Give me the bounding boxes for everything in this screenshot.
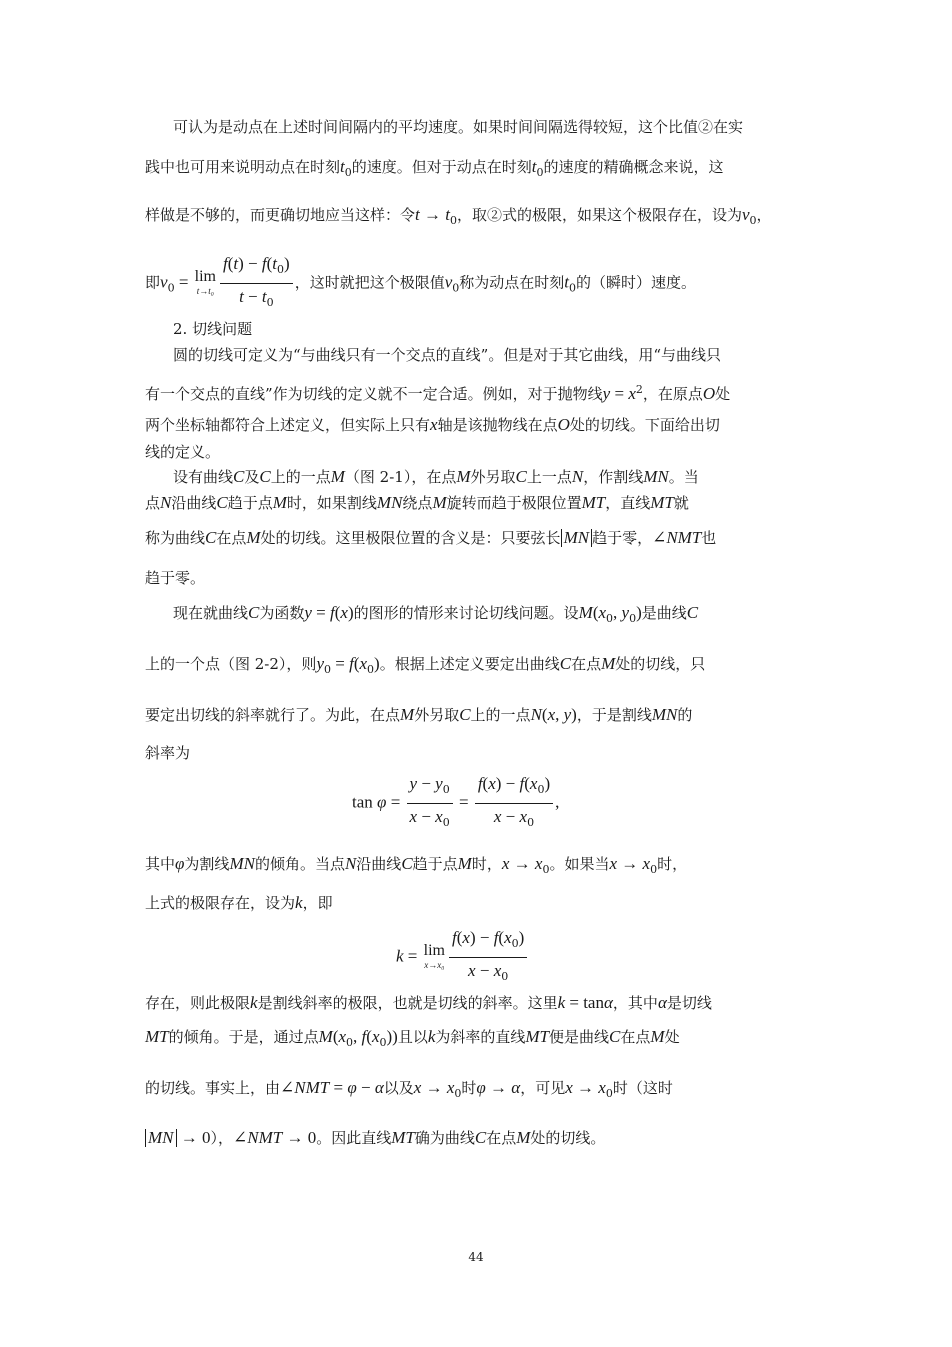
text-line: 上的一个点（图 2-2），则$y_0 = f(x_0)$。根据上述定义要定出曲线C在点M处的切线，只 (145, 654, 706, 676)
page-number: 44 (468, 1250, 484, 1264)
text-line: 圆的切线可定义为“与曲线只有一个交点的直线”。但是对于其它曲线，用“与曲线只 (173, 346, 722, 364)
text-line: 趋于零。 (145, 569, 206, 587)
fraction: $\frac{y - y_0}{x - x_0}$ (407, 772, 453, 835)
text-line: 要定出切线的斜率就行了。为此，在点M外另取C上的一点N(x, y)，于是割线MN的 (145, 705, 693, 724)
text-line: 其中φ为割线MN的倾角。当点N沿曲线C趋于点M时，$x \to x_0$。如果当$x \to x_0$时， (145, 854, 688, 876)
tangent-slope-formula: tan φ = $\frac{y - y_0}{x - x_0}$ = $\frac{f(x) - f(x_0)}{x - x_0}$ , (352, 772, 559, 835)
text-line: MN → 0），∠NMT → 0。因此直线MT确为曲线C在点M处的切线。 (145, 1127, 605, 1149)
text-line: 点N沿曲线C趋于点M时，如果割线MN绕点M旋转而趋于极限位置MT，直线MT就 (145, 493, 689, 512)
text-line: 践中也可用来说明动点在时刻$t_0$的速度。但对于动点在时刻$t_0$的速度的精确概念来说，这 (145, 157, 724, 179)
text-line: 称为曲线C在点M处的切线。这里极限位置的含义是：只要弦长 MN 趋于零，∠NMT也 (145, 528, 717, 547)
text-line: 设有曲线C及C上的一点M（图 2-1），在点M外另取C上一点N，作割线MN。当 (173, 467, 699, 486)
text-line: 线的定义。 (145, 443, 221, 461)
limit-slope-formula: k = lim x→x₀ $\frac{f(x) - f(x_0)}{x - x_0}$ (396, 926, 529, 989)
text-line: 上式的极限存在，设为k，即 (145, 893, 333, 912)
text-line: 的切线。事实上，由∠NMT = φ − α以及$x \to x_0$时φ → α，可见$x \to x_0$时（这时 (145, 1078, 673, 1100)
fraction: $\frac{f(x) - f(x_0)}{x - x_0}$ (475, 772, 553, 835)
text-line: 两个坐标轴都符合上述定义，但实际上只有x轴是该抛物线在点O处的切线。下面给出切 (145, 415, 720, 434)
text-line: MT的倾角。于是，通过点$M(x_0$, $f(x_0)$)且以k为斜率的直线MT便是曲线C在点M处 (145, 1027, 680, 1049)
limit-operator: lim t→t₀ (194, 267, 216, 296)
text-line: 存在，则此极限k是割线斜率的极限，也就是切线的斜率。这里k = tanα，其中α是切线 (145, 993, 712, 1012)
text-line: 样做是不够的，而更确切地应当这样：令$t \to t_0$，取②式的极限，如果这个极限存在，设为$v_0$， (145, 205, 772, 227)
text-line: 有一个交点的直线”作为切线的定义就不一定合适。例如，对于抛物线$y = x^2$，在原点O处 (145, 383, 731, 403)
fraction: $\frac{f(x) - f(x_0)}{x - x_0}$ (449, 926, 527, 989)
text-line: 斜率为 (145, 744, 191, 762)
text-line: 现在就曲线C为函数y = f(x)的图形的情形来讨论切线问题。设$M(x_0$, $y_0$)是曲线C (173, 603, 699, 625)
section-heading: 2. 切线问题 (173, 320, 253, 338)
limit-operator: lim x→x₀ (423, 941, 445, 970)
text-line: 可认为是动点在上述时间间隔内的平均速度。如果时间间隔选得较短，这个比值②在实 (173, 118, 744, 136)
velocity-formula-line: 即$v_0$ = lim t→t₀ $\frac{f(t) - f(t_0)}{t - t_0}$ ，这时就把这个极限值$v_0$称为动点在时刻$t_0$的（瞬时）速度。 (145, 252, 696, 315)
fraction: $\frac{f(t) - f(t_0)}{t - t_0}$ (220, 252, 293, 315)
